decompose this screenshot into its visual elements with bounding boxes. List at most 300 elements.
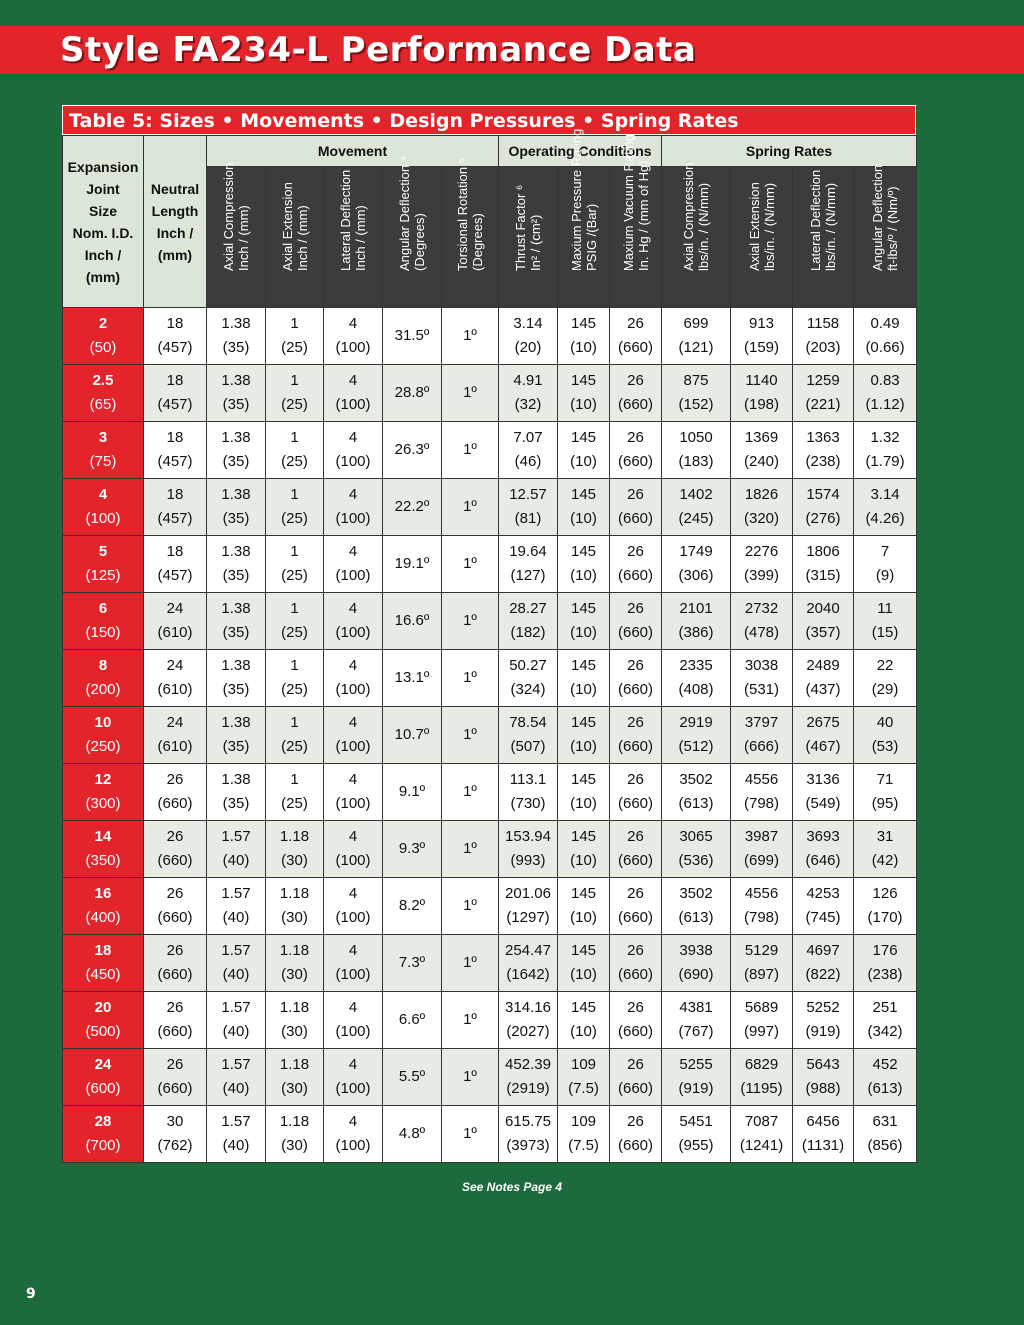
cell-value: 314.16: [505, 999, 551, 1016]
cell-sld: [793, 593, 854, 650]
table-row: [63, 1049, 917, 1106]
cell-metric-value: (10): [570, 795, 597, 812]
cell-metric-value: (30): [281, 1080, 308, 1097]
cell-value: 7: [880, 543, 890, 560]
cell-sad: [854, 479, 917, 536]
cell-ae: [266, 764, 324, 821]
cell-value: 4: [348, 885, 358, 902]
cell-metric-value: (159): [744, 339, 780, 356]
cell-tf: [499, 308, 558, 365]
cell-value: 145: [570, 828, 597, 845]
cell-metric-value: (357): [805, 624, 841, 641]
cell-metric-value: (25): [281, 795, 308, 812]
cell-metric-value: (10): [570, 909, 597, 926]
sub-header-line: Lateral Deflection: [338, 169, 353, 271]
cell-metric-value: (35): [222, 567, 250, 584]
cell-value: 1.57: [221, 1113, 251, 1130]
cell-tf: [499, 707, 558, 764]
cell-sad: [854, 821, 917, 878]
cell-value: 1.38: [221, 714, 251, 731]
cell-sad: [854, 365, 917, 422]
cell-vr: [610, 365, 662, 422]
cell-pr: [558, 365, 610, 422]
cell-ad: [383, 308, 442, 365]
cell-size: [63, 365, 144, 422]
size-header: [63, 136, 144, 308]
cell-value: 699: [683, 315, 709, 332]
cell-value: 1º: [463, 498, 477, 515]
cell-pr: [558, 764, 610, 821]
cell-metric-value: (1131): [801, 1137, 845, 1154]
cell-ad: [383, 1106, 442, 1163]
cell-metric-value: (30): [281, 909, 308, 926]
sub-header-line: Angular Deflection ⁴: [397, 155, 412, 271]
table-row: [63, 650, 917, 707]
cell-value: 24: [94, 1056, 112, 1073]
cell-value: 26: [166, 828, 184, 845]
cell-value: 4: [348, 486, 358, 503]
cell-value: 3987: [744, 828, 779, 845]
cell-vr: [610, 821, 662, 878]
cell-value: 4: [348, 942, 358, 959]
cell-value: 1.38: [221, 372, 251, 389]
cell-sac: [662, 878, 731, 935]
table-row: [63, 422, 917, 479]
sub-header-line: Axial Extension: [746, 182, 762, 271]
cell-metric-value: (457): [157, 339, 193, 356]
cell-value: 16: [94, 885, 112, 902]
cell-ae: [266, 992, 324, 1049]
table-row: [63, 707, 917, 764]
cell-metric-value: (30): [281, 852, 308, 869]
cell-tf: [499, 365, 558, 422]
cell-metric-value: (660): [617, 681, 654, 698]
sub-header: [610, 133, 662, 308]
cell-metric-value: (457): [157, 453, 193, 470]
cell-value: 26: [627, 600, 644, 617]
cell-metric-value: (613): [678, 909, 714, 926]
cell-value: 4: [348, 600, 358, 617]
cell-metric-value: (613): [678, 795, 714, 812]
cell-ld: [324, 821, 383, 878]
cell-metric-value: (35): [222, 453, 250, 470]
cell-value: 8.2º: [398, 897, 426, 914]
cell-value: 1º: [463, 1011, 477, 1028]
sub-header-label: [397, 156, 427, 271]
cell-metric-value: (35): [222, 624, 250, 641]
size-header-line: Inch /: [84, 246, 122, 263]
cell-ac: [207, 1049, 266, 1106]
cell-sae: [731, 992, 793, 1049]
cell-metric-value: (100): [335, 396, 371, 413]
cell-metric-value: (549): [805, 795, 841, 812]
cell-ac: [207, 536, 266, 593]
sub-header-line: Axial Extension: [279, 182, 295, 271]
cell-metric-value: (919): [678, 1080, 714, 1097]
cell-metric-value: (35): [222, 795, 250, 812]
sub-header-label: [513, 185, 543, 271]
cell-value: 2: [98, 315, 108, 332]
cell-value: 176: [872, 942, 898, 959]
cell-sad: [854, 536, 917, 593]
cell-metric-value: (35): [222, 510, 250, 527]
cell-value: 26.3º: [394, 441, 430, 458]
cell-value: 6456: [806, 1113, 840, 1130]
cell-metric-value: (40): [222, 1023, 250, 1040]
cell-value: 109: [570, 1113, 597, 1130]
sub-header-label: [569, 129, 599, 271]
cell-size: [63, 935, 144, 992]
cell-metric-value: (3973): [506, 1137, 550, 1154]
cell-sad: [854, 764, 917, 821]
cell-metric-value: (25): [281, 567, 308, 584]
operating-group-header: Operating Conditions: [499, 136, 662, 167]
cell-metric-value: (660): [617, 738, 654, 755]
cell-metric-value: (646): [805, 852, 841, 869]
cell-pr: [558, 707, 610, 764]
cell-value: 31.5º: [394, 327, 430, 344]
cell-value: 1º: [463, 1068, 477, 1085]
cell-value: 5129: [744, 942, 779, 959]
cell-metric-value: (100): [335, 339, 371, 356]
cell-value: 4: [348, 1113, 358, 1130]
cell-sad: [854, 1106, 917, 1163]
table-row: [63, 536, 917, 593]
table-row: [63, 308, 917, 365]
cell-tr: [442, 764, 499, 821]
cell-sae: [731, 1106, 793, 1163]
cell-sld: [793, 1106, 854, 1163]
cell-value: 1º: [463, 327, 477, 344]
cell-value: 71: [876, 771, 894, 788]
table-row: [63, 764, 917, 821]
table-row: [63, 365, 917, 422]
cell-value: 913: [749, 315, 775, 332]
cell-value: 1: [290, 315, 299, 332]
cell-metric-value: (700): [85, 1137, 121, 1154]
cell-value: 2.5: [92, 372, 114, 389]
cell-metric-value: (100): [335, 1137, 371, 1154]
cell-metric-value: (1.12): [865, 396, 905, 413]
cell-value: 7087: [744, 1113, 779, 1130]
cell-metric-value: (660): [157, 852, 193, 869]
cell-metric-value: (437): [805, 681, 841, 698]
cell-sld: [793, 308, 854, 365]
cell-size: [63, 1049, 144, 1106]
cell-ad: [383, 992, 442, 1049]
cell-size: [63, 707, 144, 764]
cell-metric-value: (35): [222, 738, 250, 755]
cell-value: 12.57: [509, 486, 547, 503]
cell-value: 4: [348, 714, 358, 731]
cell-value: 10.7º: [394, 726, 430, 743]
cell-ad: [383, 821, 442, 878]
cell-metric-value: (613): [867, 1080, 903, 1097]
sub-header-line: Inch / (mm): [236, 205, 251, 271]
sub-header-label: [621, 134, 651, 271]
cell-ad: [383, 536, 442, 593]
cell-vr: [610, 479, 662, 536]
cell-metric-value: (699): [744, 852, 780, 869]
cell-tf: [499, 992, 558, 1049]
cell-value: 30: [166, 1113, 184, 1130]
cell-sad: [854, 422, 917, 479]
cell-ae: [266, 878, 324, 935]
cell-ad: [383, 764, 442, 821]
cell-metric-value: (221): [805, 396, 841, 413]
cell-value: 1º: [463, 954, 477, 971]
cell-value: 1.18: [279, 942, 310, 959]
cell-metric-value: (660): [617, 396, 654, 413]
size-header-line: Joint: [86, 180, 120, 197]
cell-vr: [610, 764, 662, 821]
cell-metric-value: (660): [157, 966, 193, 983]
cell-value: 1.38: [221, 600, 251, 617]
cell-len: [144, 764, 207, 821]
notes-reference: See Notes Page 4: [461, 1180, 563, 1194]
spring-group-header: Spring Rates: [662, 136, 917, 167]
cell-metric-value: (324): [510, 681, 546, 698]
cell-value: 1158: [806, 315, 840, 332]
cell-ld: [324, 992, 383, 1049]
sub-header: [558, 128, 610, 308]
cell-metric-value: (467): [805, 738, 841, 755]
cell-tr: [442, 821, 499, 878]
cell-metric-value: (320): [744, 510, 780, 527]
cell-value: 22.2º: [394, 498, 430, 515]
cell-size: [63, 593, 144, 650]
cell-value: 26: [627, 1056, 644, 1073]
cell-metric-value: (240): [744, 453, 780, 470]
cell-metric-value: (531): [744, 681, 780, 698]
sub-header-label: [338, 170, 368, 271]
cell-pr: [558, 821, 610, 878]
cell-value: 109: [570, 1056, 597, 1073]
cell-ac: [207, 650, 266, 707]
cell-sae: [731, 422, 793, 479]
cell-ad: [383, 479, 442, 536]
cell-value: 1259: [806, 372, 840, 389]
cell-value: 1050: [679, 429, 713, 446]
cell-sld: [793, 650, 854, 707]
table-row: [63, 1106, 917, 1163]
cell-metric-value: (30): [281, 1137, 308, 1154]
cell-size: [63, 422, 144, 479]
cell-metric-value: (745): [805, 909, 841, 926]
cell-ac: [207, 935, 266, 992]
table-title: Table 5: Sizes • Movements • Design Pressures • Spring Rates: [62, 105, 916, 135]
cell-value: 5252: [806, 999, 840, 1016]
cell-tf: [499, 593, 558, 650]
cell-value: 6.6º: [398, 1011, 426, 1028]
cell-tr: [442, 878, 499, 935]
cell-metric-value: (35): [222, 339, 250, 356]
cell-metric-value: (203): [805, 339, 841, 356]
cell-metric-value: (955): [678, 1137, 714, 1154]
sub-header-line: ft-lbs/º / (Nm/º): [885, 186, 901, 271]
cell-metric-value: (1.79): [865, 453, 905, 470]
cell-len: [144, 365, 207, 422]
cell-value: 3065: [679, 828, 713, 845]
sub-header-line: lbs/in. / (N/mm): [696, 182, 712, 271]
cell-metric-value: (200): [85, 681, 121, 698]
cell-value: 26: [166, 999, 184, 1016]
cell-value: 26: [627, 885, 644, 902]
sub-header: [731, 167, 793, 308]
cell-ae: [266, 422, 324, 479]
cell-metric-value: (10): [570, 339, 597, 356]
cell-metric-value: (25): [281, 339, 308, 356]
cell-value: 14: [94, 828, 112, 845]
cell-ld: [324, 536, 383, 593]
cell-sae: [731, 935, 793, 992]
sub-header: [266, 167, 324, 308]
cell-sld: [793, 821, 854, 878]
cell-metric-value: (500): [85, 1023, 121, 1040]
cell-metric-value: (25): [281, 624, 308, 641]
cell-ld: [324, 707, 383, 764]
cell-ac: [207, 422, 266, 479]
cell-size: [63, 878, 144, 935]
cell-metric-value: (30): [281, 966, 308, 983]
cell-value: 18: [166, 486, 184, 503]
cell-pr: [558, 593, 610, 650]
cell-metric-value: (1297): [506, 909, 550, 926]
cell-metric-value: (40): [222, 966, 250, 983]
cell-pr: [558, 650, 610, 707]
size-header-line: (mm): [85, 268, 121, 285]
cell-len: [144, 878, 207, 935]
cell-metric-value: (1195): [740, 1080, 783, 1097]
cell-value: 24: [166, 600, 184, 617]
cell-value: 26: [627, 714, 644, 731]
cell-value: 4: [348, 372, 358, 389]
cell-value: 1º: [463, 726, 477, 743]
cell-value: 18: [166, 372, 184, 389]
cell-ac: [207, 878, 266, 935]
cell-value: 1.18: [279, 885, 310, 902]
cell-pr: [558, 992, 610, 1049]
cell-metric-value: (762): [157, 1137, 193, 1154]
cell-metric-value: (10): [570, 852, 597, 869]
cell-sac: [662, 1106, 731, 1163]
cell-value: 3938: [679, 942, 713, 959]
cell-metric-value: (100): [335, 567, 371, 584]
cell-sae: [731, 1049, 793, 1106]
cell-value: 1140: [745, 372, 778, 389]
cell-value: 254.47: [505, 942, 551, 959]
cell-value: 1.57: [221, 1056, 251, 1073]
cell-metric-value: (660): [157, 1023, 193, 1040]
cell-metric-value: (245): [678, 510, 714, 527]
cell-value: 615.75: [505, 1113, 551, 1130]
cell-pr: [558, 1106, 610, 1163]
cell-metric-value: (100): [335, 453, 371, 470]
length-header: [144, 136, 207, 308]
cell-sac: [662, 593, 731, 650]
cell-vr: [610, 422, 662, 479]
cell-metric-value: (400): [85, 909, 121, 926]
cell-value: 5689: [744, 999, 779, 1016]
table-row: [63, 479, 917, 536]
sub-header-line: (Degrees): [470, 213, 485, 271]
cell-metric-value: (399): [744, 567, 780, 584]
cell-value: 1º: [463, 840, 477, 857]
cell-metric-value: (457): [157, 567, 193, 584]
cell-sac: [662, 707, 731, 764]
cell-ae: [266, 593, 324, 650]
cell-sld: [793, 365, 854, 422]
sub-header: [499, 167, 558, 308]
cell-tr: [442, 992, 499, 1049]
cell-ld: [324, 365, 383, 422]
cell-value: 1º: [463, 783, 477, 800]
cell-value: 18: [166, 429, 184, 446]
cell-value: 4556: [744, 885, 779, 902]
cell-metric-value: (660): [617, 795, 654, 812]
cell-value: 78.54: [509, 714, 547, 731]
cell-metric-value: (730): [510, 795, 546, 812]
sub-header-line: Axial Compression: [221, 162, 236, 271]
sub-header-line: In² / (cm²): [528, 214, 543, 271]
cell-value: 145: [570, 486, 597, 503]
cell-value: 26: [627, 1113, 644, 1130]
cell-value: 1.18: [279, 1113, 310, 1130]
cell-value: 4.8º: [398, 1125, 426, 1142]
cell-value: 24: [166, 714, 184, 731]
cell-metric-value: (127): [510, 567, 546, 584]
cell-ld: [324, 764, 383, 821]
cell-metric-value: (150): [85, 624, 121, 641]
cell-sad: [854, 992, 917, 1049]
cell-tr: [442, 422, 499, 479]
cell-metric-value: (386): [678, 624, 714, 641]
cell-size: [63, 536, 144, 593]
sub-header: [324, 167, 383, 308]
cell-metric-value: (0.66): [865, 339, 905, 356]
cell-value: 1º: [463, 441, 477, 458]
cell-value: 3797: [744, 714, 779, 731]
cell-value: 4381: [679, 999, 713, 1016]
cell-metric-value: (798): [744, 795, 780, 812]
cell-sld: [793, 422, 854, 479]
cell-metric-value: (306): [678, 567, 714, 584]
cell-value: 1: [290, 543, 299, 560]
sub-header-line: Maxium Vacuum Rating: [620, 133, 636, 271]
cell-value: 18: [166, 543, 184, 560]
cell-metric-value: (25): [281, 396, 308, 413]
cell-sae: [731, 878, 793, 935]
cell-sac: [662, 308, 731, 365]
cell-tf: [499, 821, 558, 878]
cell-metric-value: (42): [871, 852, 899, 869]
cell-value: 3038: [744, 657, 779, 674]
cell-value: 4697: [806, 942, 840, 959]
cell-value: 1.57: [221, 999, 251, 1016]
cell-metric-value: (856): [867, 1137, 903, 1154]
cell-metric-value: (100): [335, 624, 371, 641]
cell-tf: [499, 536, 558, 593]
cell-ae: [266, 935, 324, 992]
cell-value: 4: [348, 1056, 358, 1073]
length-header-line: (mm): [157, 246, 193, 263]
cell-metric-value: (100): [335, 1080, 371, 1097]
cell-sac: [662, 536, 731, 593]
movement-group-header: Movement: [207, 136, 499, 167]
cell-metric-value: (690): [678, 966, 714, 983]
cell-value: 145: [570, 942, 597, 959]
sub-header: [442, 157, 499, 308]
